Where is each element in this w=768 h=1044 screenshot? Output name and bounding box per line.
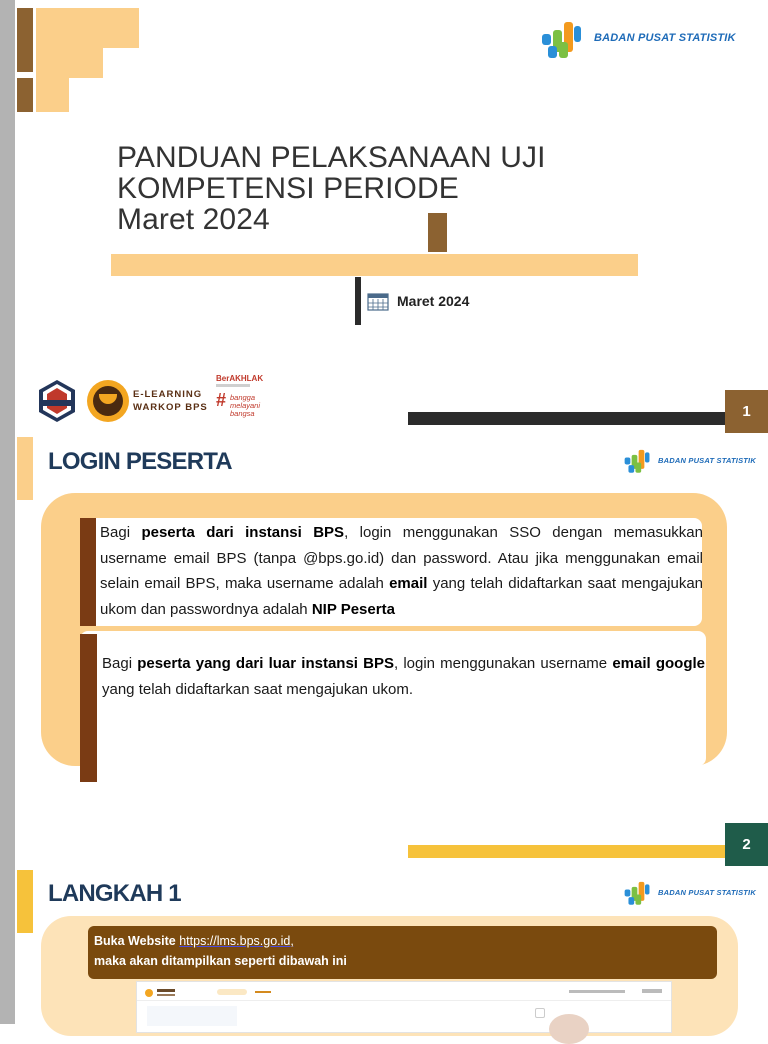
text-bold: peserta yang dari luar instansi BPS [137, 655, 394, 672]
bangga-melayani-logo [230, 394, 260, 418]
slide-title: LANGKAH 1 [48, 880, 181, 907]
text-span: , login menggunakan username [393, 655, 613, 672]
calendar-icon [367, 291, 389, 311]
preview-icon [535, 1008, 545, 1018]
lms-url-link[interactable]: https://lms.bps.go.id, [179, 934, 294, 948]
bps-logo [538, 16, 736, 60]
info-card-accent [80, 634, 97, 782]
page-divider-bar [408, 845, 725, 858]
text-span: Bagi [102, 655, 138, 672]
zona-integritas-shield-icon [37, 378, 77, 424]
bangga-line: bangga [230, 393, 256, 402]
text-span: yang telah didaftarkan saat mengajukan ukom dan passwordnya adalah [100, 575, 703, 618]
preview-sidebar [147, 1006, 237, 1026]
berakhlak-tagline-line [216, 384, 250, 387]
slide-accent-bar [17, 870, 33, 933]
preview-divider [137, 1000, 671, 1001]
text-bold: NIP Peserta [311, 600, 395, 618]
page-number-badge: 1 [725, 390, 768, 433]
cover-title-line: KOMPETENSI PERIODE [117, 172, 459, 205]
cover-title [117, 142, 637, 235]
preview-lang-selector [569, 990, 625, 993]
text-span: , login menggunakan SSO dengan memasukkan username email BPS (tanpa @bps.go.id) dan password. Atau jika menggunakan email selain email BPS, maka username adalah [100, 524, 703, 592]
warkop-logo-badge [87, 380, 129, 422]
left-edge-strip [0, 0, 15, 1024]
slide-title: LOGIN PESERTA [48, 448, 232, 475]
cover-date-text: Maret 2024 [397, 293, 470, 309]
text-span: yang telah didaftarkan saat mengajukan ukom. [102, 680, 414, 698]
decor-block [17, 8, 33, 72]
website-preview [136, 981, 672, 1033]
text-span: Bagi [100, 524, 142, 541]
bps-emblem-icon [622, 878, 654, 906]
info-text-non-bps [102, 651, 705, 702]
slide-accent-bar [17, 437, 33, 500]
text-bold: peserta dari instansi BPS [141, 524, 345, 541]
cover-title-line: PANDUAN PELAKSANAAN UJI [117, 141, 546, 174]
cover-date [355, 277, 469, 325]
text-span: Buka Website [94, 934, 180, 948]
decor-block [36, 48, 103, 78]
warkop-logo-text [133, 388, 208, 414]
preview-logo-text [157, 994, 175, 996]
decor-block [36, 8, 139, 48]
text-bold: email [389, 575, 428, 592]
instruction-line: maka akan ditampilkan seperti dibawah ini [94, 954, 347, 968]
text-bold: email google [612, 655, 705, 672]
bps-logo-text: BADAN PUSAT STATISTIK [594, 32, 736, 44]
preview-person-image [549, 1014, 589, 1044]
bps-logo-small [622, 878, 756, 906]
cover-title-line: Maret 2024 [117, 203, 270, 236]
info-card-accent [80, 518, 96, 626]
warkop-line: E-LEARNING [133, 389, 203, 400]
page-divider-bar [408, 412, 725, 425]
instruction-line [94, 931, 347, 951]
bangga-line: melayani [230, 401, 261, 410]
decor-block [17, 78, 33, 112]
title-underline-bar [111, 254, 638, 276]
bps-logo-text: BADAN PUSAT STATISTIK [658, 887, 756, 897]
preview-menu-item [255, 991, 271, 993]
decor-block [36, 78, 69, 112]
zona-integritas-logo [37, 378, 77, 424]
info-text-bps [100, 520, 703, 622]
bps-emblem-icon [538, 16, 588, 60]
preview-menu-item [217, 989, 247, 995]
instruction-text [94, 931, 347, 971]
warkop-line: WARKOP BPS [133, 402, 208, 413]
bangga-line: bangsa [230, 409, 255, 418]
bps-logo-text: BADAN PUSAT STATISTIK [658, 455, 756, 465]
page-number-badge: 2 [725, 823, 768, 866]
decor-block [428, 213, 447, 252]
berakhlak-logo: BerAKHLAK [216, 374, 264, 383]
preview-logo-icon [145, 989, 153, 997]
bps-emblem-icon [622, 446, 654, 474]
preview-login-link [642, 989, 662, 993]
bps-logo-small [622, 446, 756, 474]
hashtag-icon: # [216, 390, 227, 410]
date-divider [355, 277, 361, 325]
preview-logo-text [157, 989, 175, 992]
